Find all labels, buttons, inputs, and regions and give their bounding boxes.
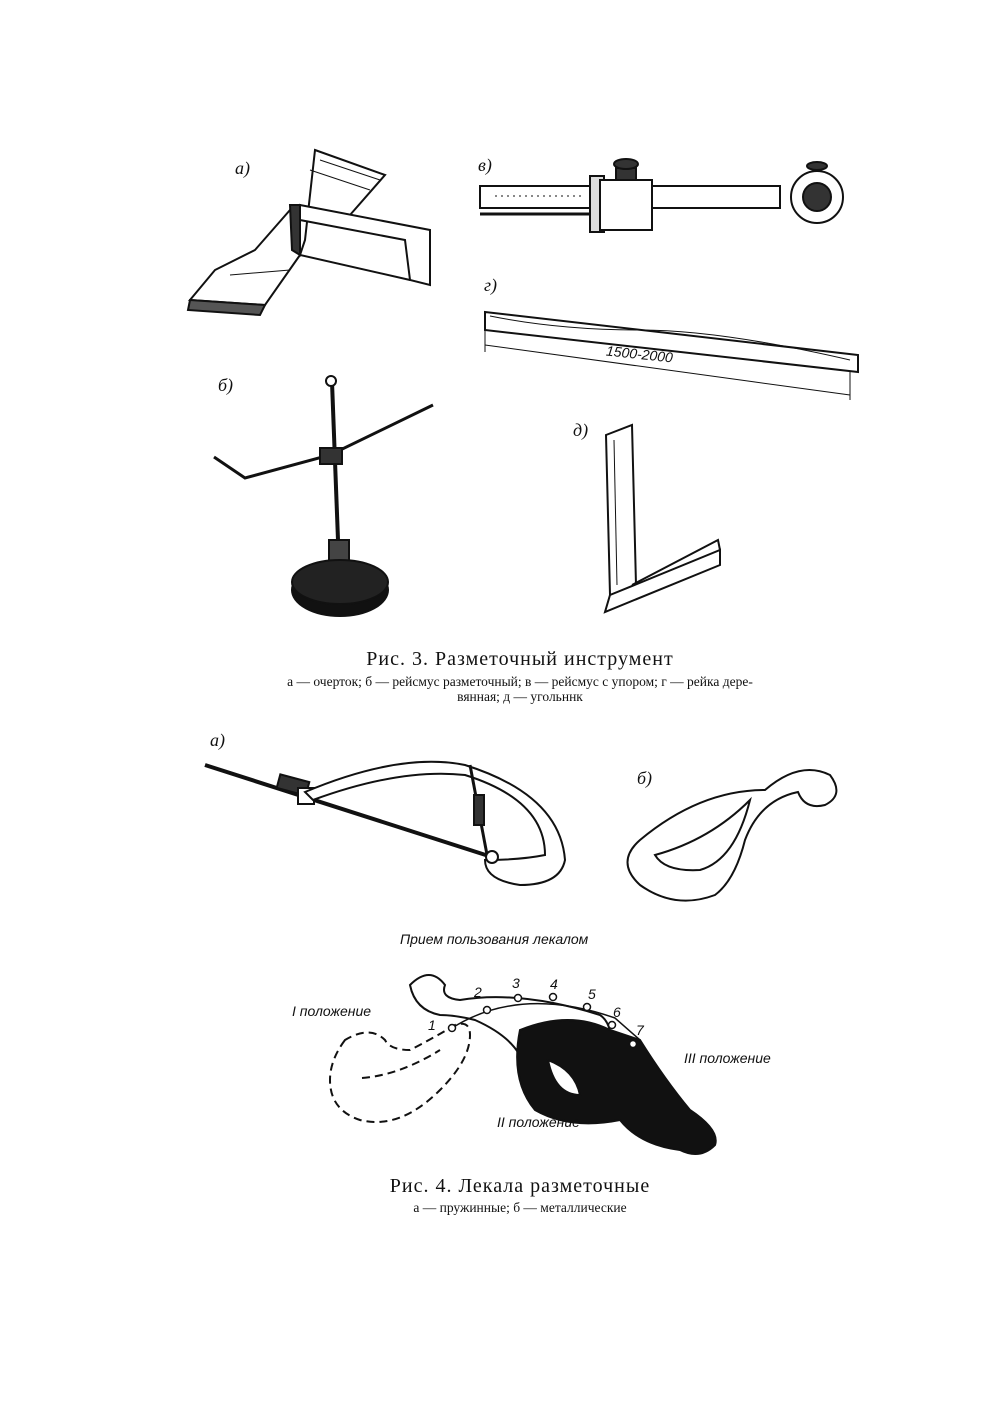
usage-title: Прием пользования лекалом	[400, 931, 589, 947]
point-marker	[515, 995, 522, 1002]
point-label: 2	[474, 984, 482, 1000]
marking-gauge-ocherток-drawing	[188, 150, 430, 315]
point-label: 6	[613, 1004, 621, 1020]
rail-dimension: 1500-2000	[605, 342, 674, 366]
position-3-label: III положение	[684, 1050, 771, 1066]
position-1-label: I положение	[292, 1003, 372, 1019]
surface-gauge-drawing	[214, 376, 433, 616]
point-marker	[550, 994, 557, 1001]
fig3-label-d: д)	[573, 420, 589, 440]
spring-curve-drawing	[205, 762, 565, 885]
try-square-drawing	[605, 425, 720, 612]
point-label: 1	[428, 1017, 436, 1033]
point-marker	[630, 1041, 637, 1048]
fig4-caption: Рис. 4. Лекала разметочные	[389, 1175, 651, 1197]
point-label: 5	[588, 986, 596, 1002]
fig4-legend: а — пружинные; б — металлические	[413, 1200, 627, 1215]
point-marker	[449, 1025, 456, 1032]
point-marker	[609, 1022, 616, 1029]
point-marker	[484, 1007, 491, 1014]
marking-gauge-with-stop-drawing	[480, 159, 843, 232]
point-marker	[584, 1004, 591, 1011]
fig3-legend-line1: а — очерток; б — рейсмус разметочный; в — рейсмус с упором; г — рейка дере-	[287, 674, 753, 689]
fig3-label-b: б)	[218, 375, 234, 395]
fig3-label-a: а)	[235, 158, 250, 178]
point-label: 4	[550, 976, 558, 992]
point-label: 7	[636, 1022, 644, 1038]
fig3-caption: Рис. 3. Разметочный инструмент	[366, 648, 674, 670]
fig3-label-v: в)	[478, 155, 492, 175]
metal-curve-drawing	[628, 770, 837, 901]
fig3-legend-line2: вянная; д — угольннк	[457, 689, 583, 704]
point-label: 3	[512, 975, 520, 991]
fig4-label-a: а)	[210, 730, 225, 750]
fig4-label-b: б)	[637, 768, 653, 788]
position-2-label: II положение	[497, 1114, 580, 1130]
fig3-label-g: г)	[484, 275, 498, 295]
